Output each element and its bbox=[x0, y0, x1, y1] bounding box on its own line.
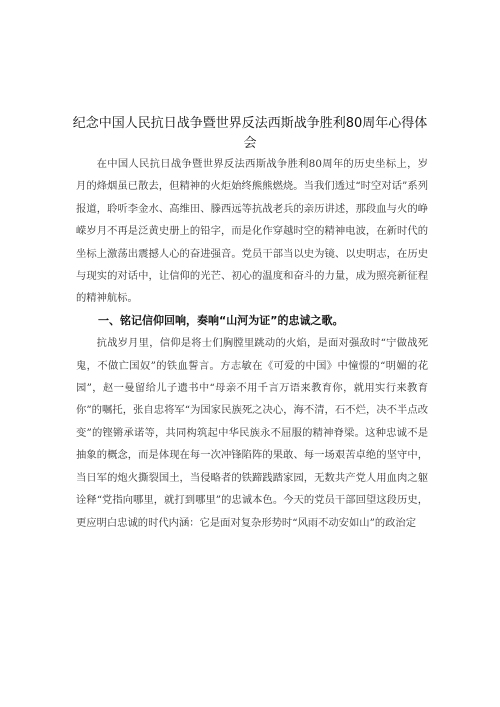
section-heading: 一、铭记信仰回响，奏响“山河为证”的忠诚之歌。 bbox=[98, 313, 344, 327]
intro-paragraph: 在中国人民抗日战争暨世界反法西斯战争胜利80周年的历史坐标上，岁月的烽烟虽已散去，但精神的火炬始终熊熊燃烧。当我们透过“时空对话”系列报道，聆听李金水、高维田、滕西远等抗战老兵的亲历讲述，那段血与火的峥嵘岁月不再是泛黄史册上的铅字，而是化作穿越时空的精神电波，在新时代的坐标上激荡出震撼人心的奋进强音。党员干部当以史为镜、以史明志，在历史与现实的对话中，让信仰的光芒、初心的温度和奋斗的力量，成为照亮新征程的精神航标。 bbox=[76, 158, 428, 305]
document-body bbox=[76, 153, 428, 534]
page-title: 纪念中国人民抗日战争暨世界反法西斯战争胜利80周年心得体会 bbox=[72, 116, 428, 151]
section-paragraph: 抗战岁月里，信仰是将士们胸膛里跳动的火焰，是面对强敌时“宁做战死鬼，不做亡国奴”的铁血誓言。方志敏在《可爱的中国》中憧憬的“明媚的花园”，赵一曼留给儿子遗书中“母亲不用千言万语来教育你，就用实行来教育你”的嘱托，张自忠将军“为国家民族死之决心，海不清，石不烂，决不半点改变”的铿锵承诺等，共同构筑起中华民族永不屈服的精神脊梁。这种忠诚不是抽象的概念，而是体现在每一次冲锋陷阵的果敢、每一场艰苦卓绝的坚守中，当日军的炮火撕裂国土，当侵略者的铁蹄践踏家园，无数共产党人用血肉之躯诠释“党指向哪里，就打到哪里”的忠诚本色。今天的党员干部回望这段历史，更应明白忠诚的时代内涵：它是面对复杂形势时“风雨不动安如山”的政治定 bbox=[76, 337, 428, 529]
